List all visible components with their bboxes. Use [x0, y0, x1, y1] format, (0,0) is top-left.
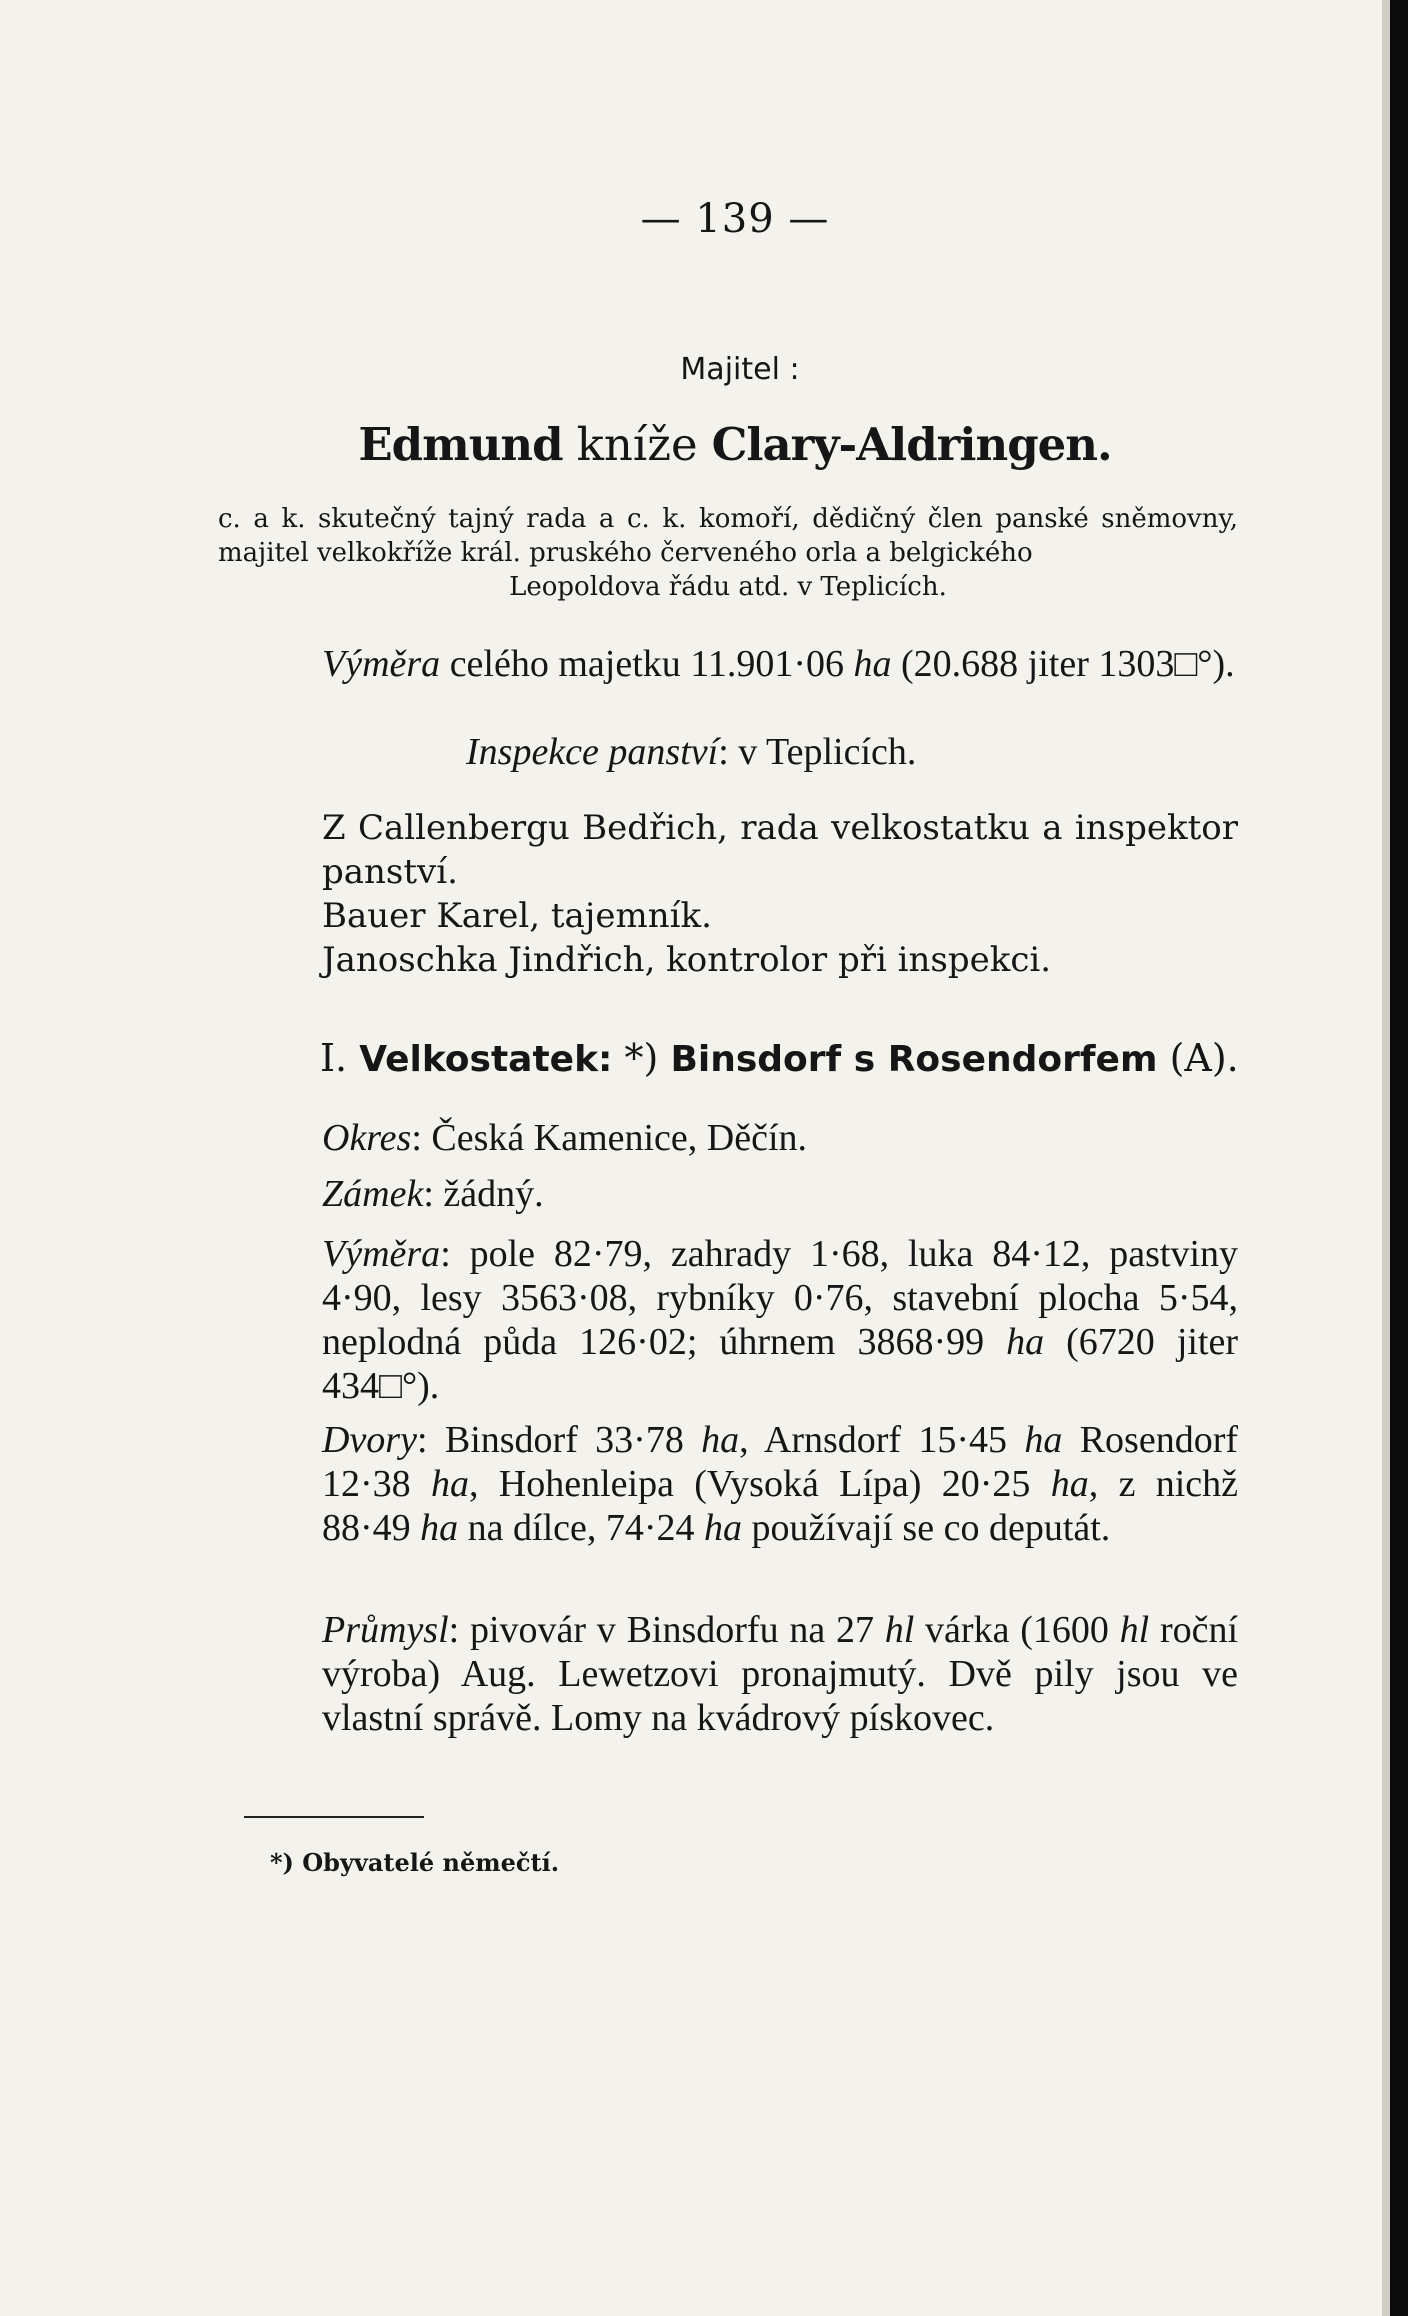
- farms-paragraph: Dvory: Binsdorf 33·78 ha, Arnsdorf 15·45 ha Rosendorf 12·38 ha, Hohenleipa (Vysoká Lípa) 20·25 ha, z nichž 88·49 ha na dílce, 74·24 ha používají se co deputát.: [322, 1419, 1239, 1549]
- industry-label: Průmysl: [322, 1609, 449, 1651]
- industry-text: várka (1600: [925, 1609, 1109, 1651]
- farms-text: používají se co deputát.: [751, 1507, 1111, 1549]
- titles-line: c. a k. skutečný tajný rada a c. k. komoří, dědičný člen panské sněmovny, majitel velkokříže král. pruského červeného orla a belgického: [218, 504, 1238, 568]
- estate-area-rest: (20.688 jiter 1303□°).: [901, 643, 1235, 685]
- farms-unit: ha: [704, 1507, 743, 1549]
- staff-item: Janoschka Jindřich, kontrolor při inspekci.: [322, 940, 1052, 980]
- inspection-paragraph: [218, 730, 1238, 774]
- footnote-mark: *): [624, 1036, 659, 1080]
- area-rest: (6720 jiter 434□°).: [322, 1321, 1239, 1407]
- farms-unit: ha: [1024, 1419, 1063, 1461]
- estate-area-label: Výměra: [322, 643, 441, 685]
- farms-text: , Arnsdorf 15·45: [739, 1419, 1008, 1461]
- industry-paragraph: [218, 1608, 1238, 1740]
- district-paragraph: [218, 1116, 1238, 1160]
- owner-label: Majitel :: [680, 352, 800, 387]
- farms-unit: ha: [420, 1507, 459, 1549]
- industry-text: : pivovár v Binsdorfu na 27: [448, 1609, 874, 1651]
- estate-heading: [320, 1036, 1240, 1080]
- page-edge: [1390, 0, 1408, 2316]
- page-edge-shadow: [1382, 0, 1390, 2316]
- farms-text: , Hohenleipa (Vysoká Lípa) 20·25: [468, 1463, 1031, 1505]
- footnote-divider: [244, 1816, 424, 1818]
- footnote: *) Obyvatelé němečtí.: [270, 1848, 560, 1877]
- area-label: Výměra: [322, 1233, 441, 1275]
- inspection-value: : v Teplicích.: [718, 731, 917, 773]
- district-value: : Česká Kamenice, Děčín.: [411, 1117, 808, 1159]
- farms-unit: ha: [701, 1419, 740, 1461]
- estate-area-unit: ha: [853, 643, 892, 685]
- owner-first-name: Edmund: [358, 418, 563, 471]
- estate-area-text: celého majetku 11.901·06: [449, 643, 844, 685]
- farms-text: na dílce, 74·24: [467, 1507, 695, 1549]
- district-label: Okres: [322, 1117, 412, 1159]
- owner-title: kníže: [576, 418, 698, 471]
- staff-item: Z Callenbergu Bedřich, rada velkostatku a inspektor panství.: [322, 808, 1238, 892]
- estate-suffix: (A).: [1169, 1036, 1239, 1080]
- castle-label: Zámek: [322, 1173, 424, 1215]
- industry-text: roční výroba) Aug. Lewetzovi pronajmutý. Dvě pily jsou ve vlastní správě. Lomy na kvádrový pískovec.: [322, 1609, 1239, 1739]
- staff-list: [218, 806, 1238, 982]
- estate-area-paragraph: [218, 642, 1238, 686]
- farms-text: : Binsdorf 33·78: [416, 1419, 684, 1461]
- farms-text: z nichž 88·49: [322, 1463, 1239, 1549]
- page-number: — 139 —: [640, 196, 830, 242]
- industry-unit: hl: [1119, 1609, 1150, 1651]
- estate-label: Velkostatek:: [359, 1039, 613, 1080]
- area-paragraph: [218, 1232, 1238, 1408]
- farms-unit: ha: [1050, 1463, 1089, 1505]
- castle-paragraph: [218, 1172, 1238, 1216]
- castle-value: : žádný.: [423, 1173, 544, 1215]
- area-text: : pole 82·79, zahrady 1·68, luka 84·12, pastviny 4·90, lesy 3563·08, rybníky 0·76, stavební plocha 5·54, neplodná půda 126·02; úhrnem 3868·99: [322, 1233, 1238, 1363]
- estate-number: I.: [320, 1036, 348, 1080]
- owner-name: [0, 418, 1408, 471]
- inspection-label: Inspekce panství: [466, 731, 719, 773]
- staff-item: Bauer Karel, tajemník.: [322, 896, 712, 936]
- estate-name: Binsdorf s Rosendorfem: [670, 1039, 1158, 1080]
- titles-line: Leopoldova řádu atd. v Teplicích.: [509, 572, 947, 602]
- farms-label: Dvory: [322, 1419, 417, 1461]
- area-unit: ha: [1006, 1321, 1045, 1363]
- owner-last-name: Clary-Aldringen.: [711, 418, 1112, 471]
- owner-titles: [218, 502, 1238, 604]
- farms-text: Rosendorf 12·38: [322, 1419, 1239, 1505]
- farms-unit: ha: [430, 1463, 469, 1505]
- industry-unit: hl: [884, 1609, 915, 1651]
